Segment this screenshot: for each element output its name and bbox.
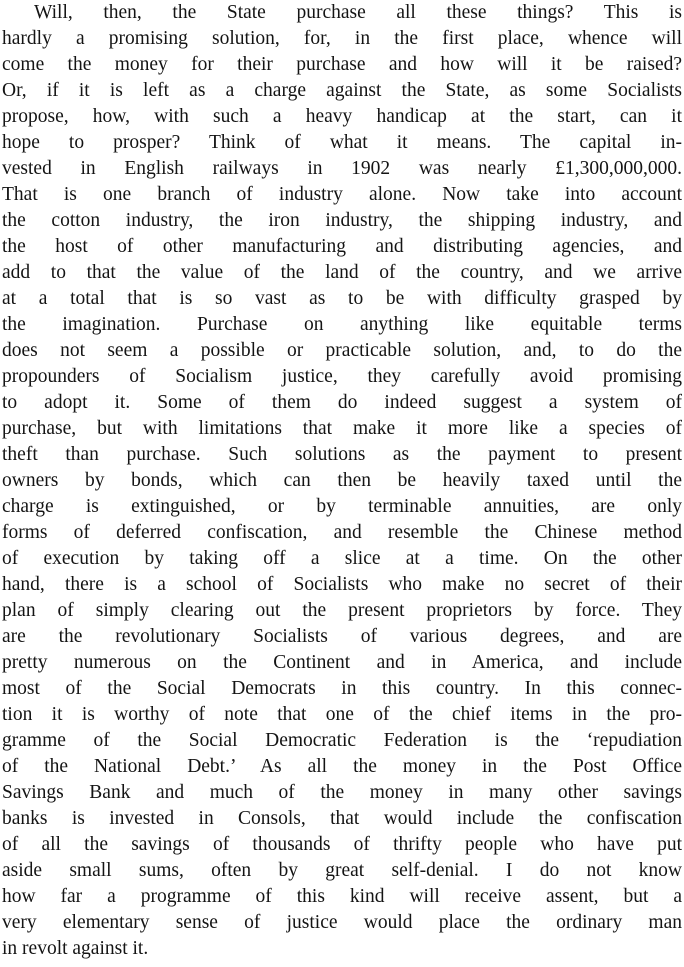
text-line: of all the savings of thousands of thrifty people who have put bbox=[2, 834, 682, 855]
text-line: plan of simply clearing out the present proprietors by force. They bbox=[2, 600, 682, 621]
text-line: very elementary sense of justice would place the ordinary man bbox=[2, 912, 682, 933]
text-line: owners by bonds, which can then be heavily taxed until the bbox=[2, 470, 682, 491]
text-line: the imagination. Purchase on anything like equitable terms bbox=[2, 314, 682, 335]
text-line: That is one branch of industry alone. Now take into account bbox=[2, 184, 682, 205]
text-line: at a total that is so vast as to be with difficulty grasped by bbox=[2, 288, 682, 309]
document-page bbox=[2, 0, 682, 962]
text-line: charge is extinguished, or by terminable annuities, are only bbox=[2, 496, 682, 517]
text-line: banks is invested in Consols, that would include the confiscation bbox=[2, 808, 682, 829]
text-line: forms of deferred confiscation, and resemble the Chinese method bbox=[2, 522, 682, 543]
text-line: propounders of Socialism justice, they carefully avoid promising bbox=[2, 366, 682, 387]
text-line: hardly a promising solution, for, in the first place, whence will bbox=[2, 28, 682, 49]
text-line: gramme of the Social Democratic Federation is the ‘repudiation bbox=[2, 730, 682, 751]
text-line: theft than purchase. Such solutions as the payment to present bbox=[2, 444, 682, 465]
text-line: Will, then, the State purchase all these things? This is bbox=[34, 2, 682, 23]
text-line: pretty numerous on the Continent and in America, and include bbox=[2, 652, 682, 673]
text-line: propose, how, with such a heavy handicap at the start, can it bbox=[2, 106, 682, 127]
text-line: most of the Social Democrats in this country. In this connec- bbox=[2, 678, 682, 699]
text-line: aside small sums, often by great self-denial. I do not know bbox=[2, 860, 682, 881]
text-line: in revolt against it. bbox=[2, 938, 149, 959]
text-line: hope to prosper? Think of what it means. The capital in- bbox=[2, 132, 682, 153]
text-line: does not seem a possible or practicable solution, and, to do the bbox=[2, 340, 682, 361]
text-line: tion it is worthy of note that one of the chief items in the pro- bbox=[2, 704, 682, 725]
text-line: to adopt it. Some of them do indeed suggest a system of bbox=[2, 392, 682, 413]
text-line: are the revolutionary Socialists of various degrees, and are bbox=[2, 626, 682, 647]
text-line: the cotton industry, the iron industry, the shipping industry, and bbox=[2, 210, 682, 231]
text-line: of execution by taking off a slice at a time. On the other bbox=[2, 548, 682, 569]
text-line: Or, if it is left as a charge against the State, as some Socialists bbox=[2, 80, 682, 101]
text-line: hand, there is a school of Socialists who make no secret of their bbox=[2, 574, 682, 595]
body-paragraph bbox=[2, 0, 682, 962]
text-line: come the money for their purchase and how will it be raised? bbox=[2, 54, 682, 75]
text-line: add to that the value of the land of the country, and we arrive bbox=[2, 262, 682, 283]
text-line: purchase, but with limitations that make it more like a species of bbox=[2, 418, 682, 439]
text-line: the host of other manufacturing and distributing agencies, and bbox=[2, 236, 682, 257]
text-line: Savings Bank and much of the money in many other savings bbox=[2, 782, 682, 803]
text-line: of the National Debt.’ As all the money in the Post Office bbox=[2, 756, 682, 777]
text-line: how far a programme of this kind will receive assent, but a bbox=[2, 886, 682, 907]
text-line: vested in English railways in 1902 was nearly £1,300,000,000. bbox=[2, 158, 682, 179]
